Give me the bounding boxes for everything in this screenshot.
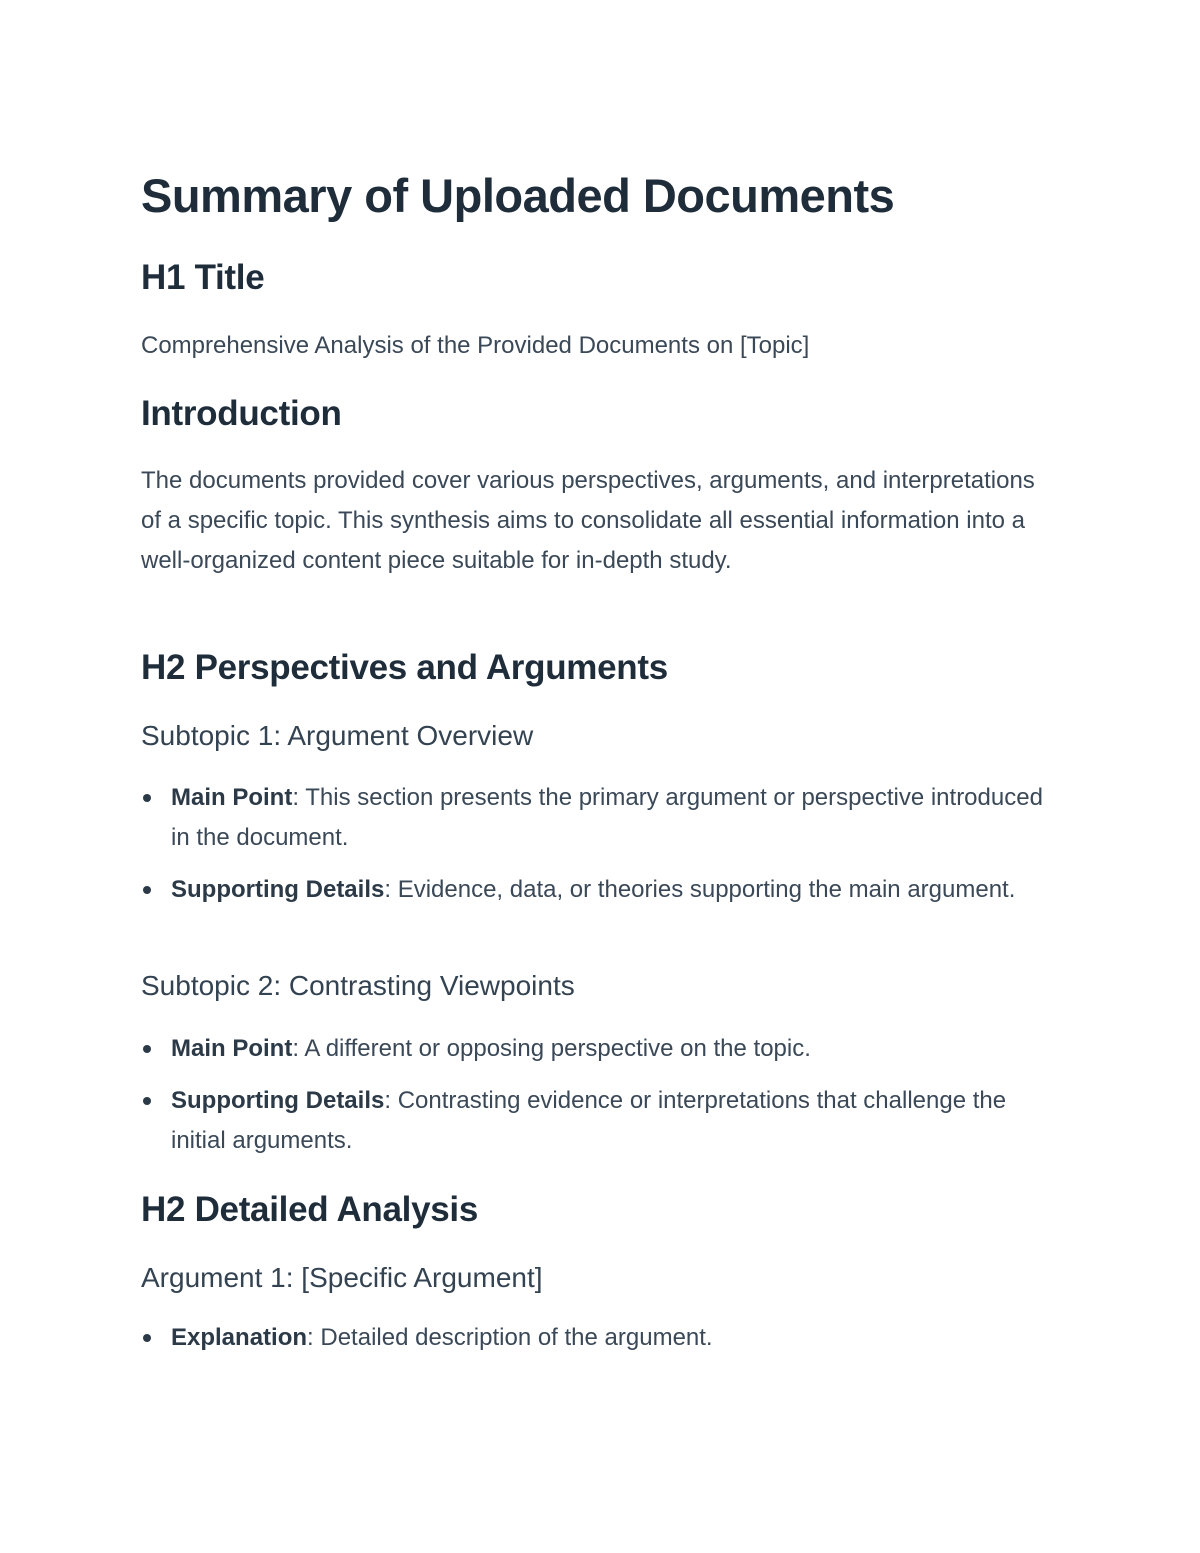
bullet-text: A different or opposing perspective on the topic.: [304, 1035, 811, 1062]
bullet-key: Main Point: [171, 784, 293, 811]
argument-1-list: [141, 1318, 1051, 1370]
list-item: [141, 1318, 1051, 1358]
bullet-text: Evidence, data, or theories supporting the main argument.: [397, 876, 1016, 903]
bullet-key: Explanation: [171, 1324, 308, 1351]
bullet-icon: [143, 1097, 151, 1105]
bullet-separator: :: [292, 784, 306, 811]
bullet-key: Supporting Details: [171, 876, 385, 903]
bullet-icon: [143, 1045, 151, 1053]
bullet-key: Supporting Details: [171, 1087, 385, 1114]
h1-title-heading: H1 Title: [141, 258, 265, 297]
document-title: Summary of Uploaded Documents: [141, 169, 895, 222]
perspectives-heading: H2 Perspectives and Arguments: [141, 648, 668, 687]
introduction-heading: Introduction: [141, 394, 342, 433]
bullet-separator: :: [384, 876, 398, 903]
bullet-icon: [143, 794, 151, 802]
bullet-key: Main Point: [171, 1035, 293, 1062]
list-item: [141, 870, 1051, 910]
bullet-separator: :: [292, 1035, 305, 1062]
bullet-icon: [143, 886, 151, 894]
introduction-paragraph: The documents provided cover various perspectives, arguments, and interpretations of a specific topic. This synthesis aims to consolidate all essential information into a well-organized content piece suitable for in-depth study.: [141, 467, 1035, 574]
bullet-text: This section presents the primary argument or perspective introduced in the document.: [171, 784, 1043, 851]
bullet-separator: :: [307, 1324, 321, 1351]
h1-title-text: Comprehensive Analysis of the Provided Documents on [Topic]: [141, 332, 810, 359]
bullet-text: Contrasting evidence or interpretations that challenge the initial arguments.: [171, 1087, 1007, 1154]
analysis-heading: H2 Detailed Analysis: [141, 1190, 479, 1229]
subtopic-1-heading: Subtopic 1: Argument Overview: [141, 720, 534, 751]
subtopic-2-heading: Subtopic 2: Contrasting Viewpoints: [141, 970, 575, 1001]
subtopic-1-list: [141, 778, 1051, 922]
list-item: [141, 1029, 1051, 1069]
subtopic-2-list: [141, 1029, 1051, 1173]
list-item: [141, 778, 1051, 858]
bullet-text: Detailed description of the argument.: [320, 1324, 713, 1351]
bullet-separator: :: [384, 1087, 398, 1114]
list-item: [141, 1081, 1051, 1161]
bullet-icon: [143, 1334, 151, 1342]
argument-1-heading: Argument 1: [Specific Argument]: [141, 1262, 543, 1293]
